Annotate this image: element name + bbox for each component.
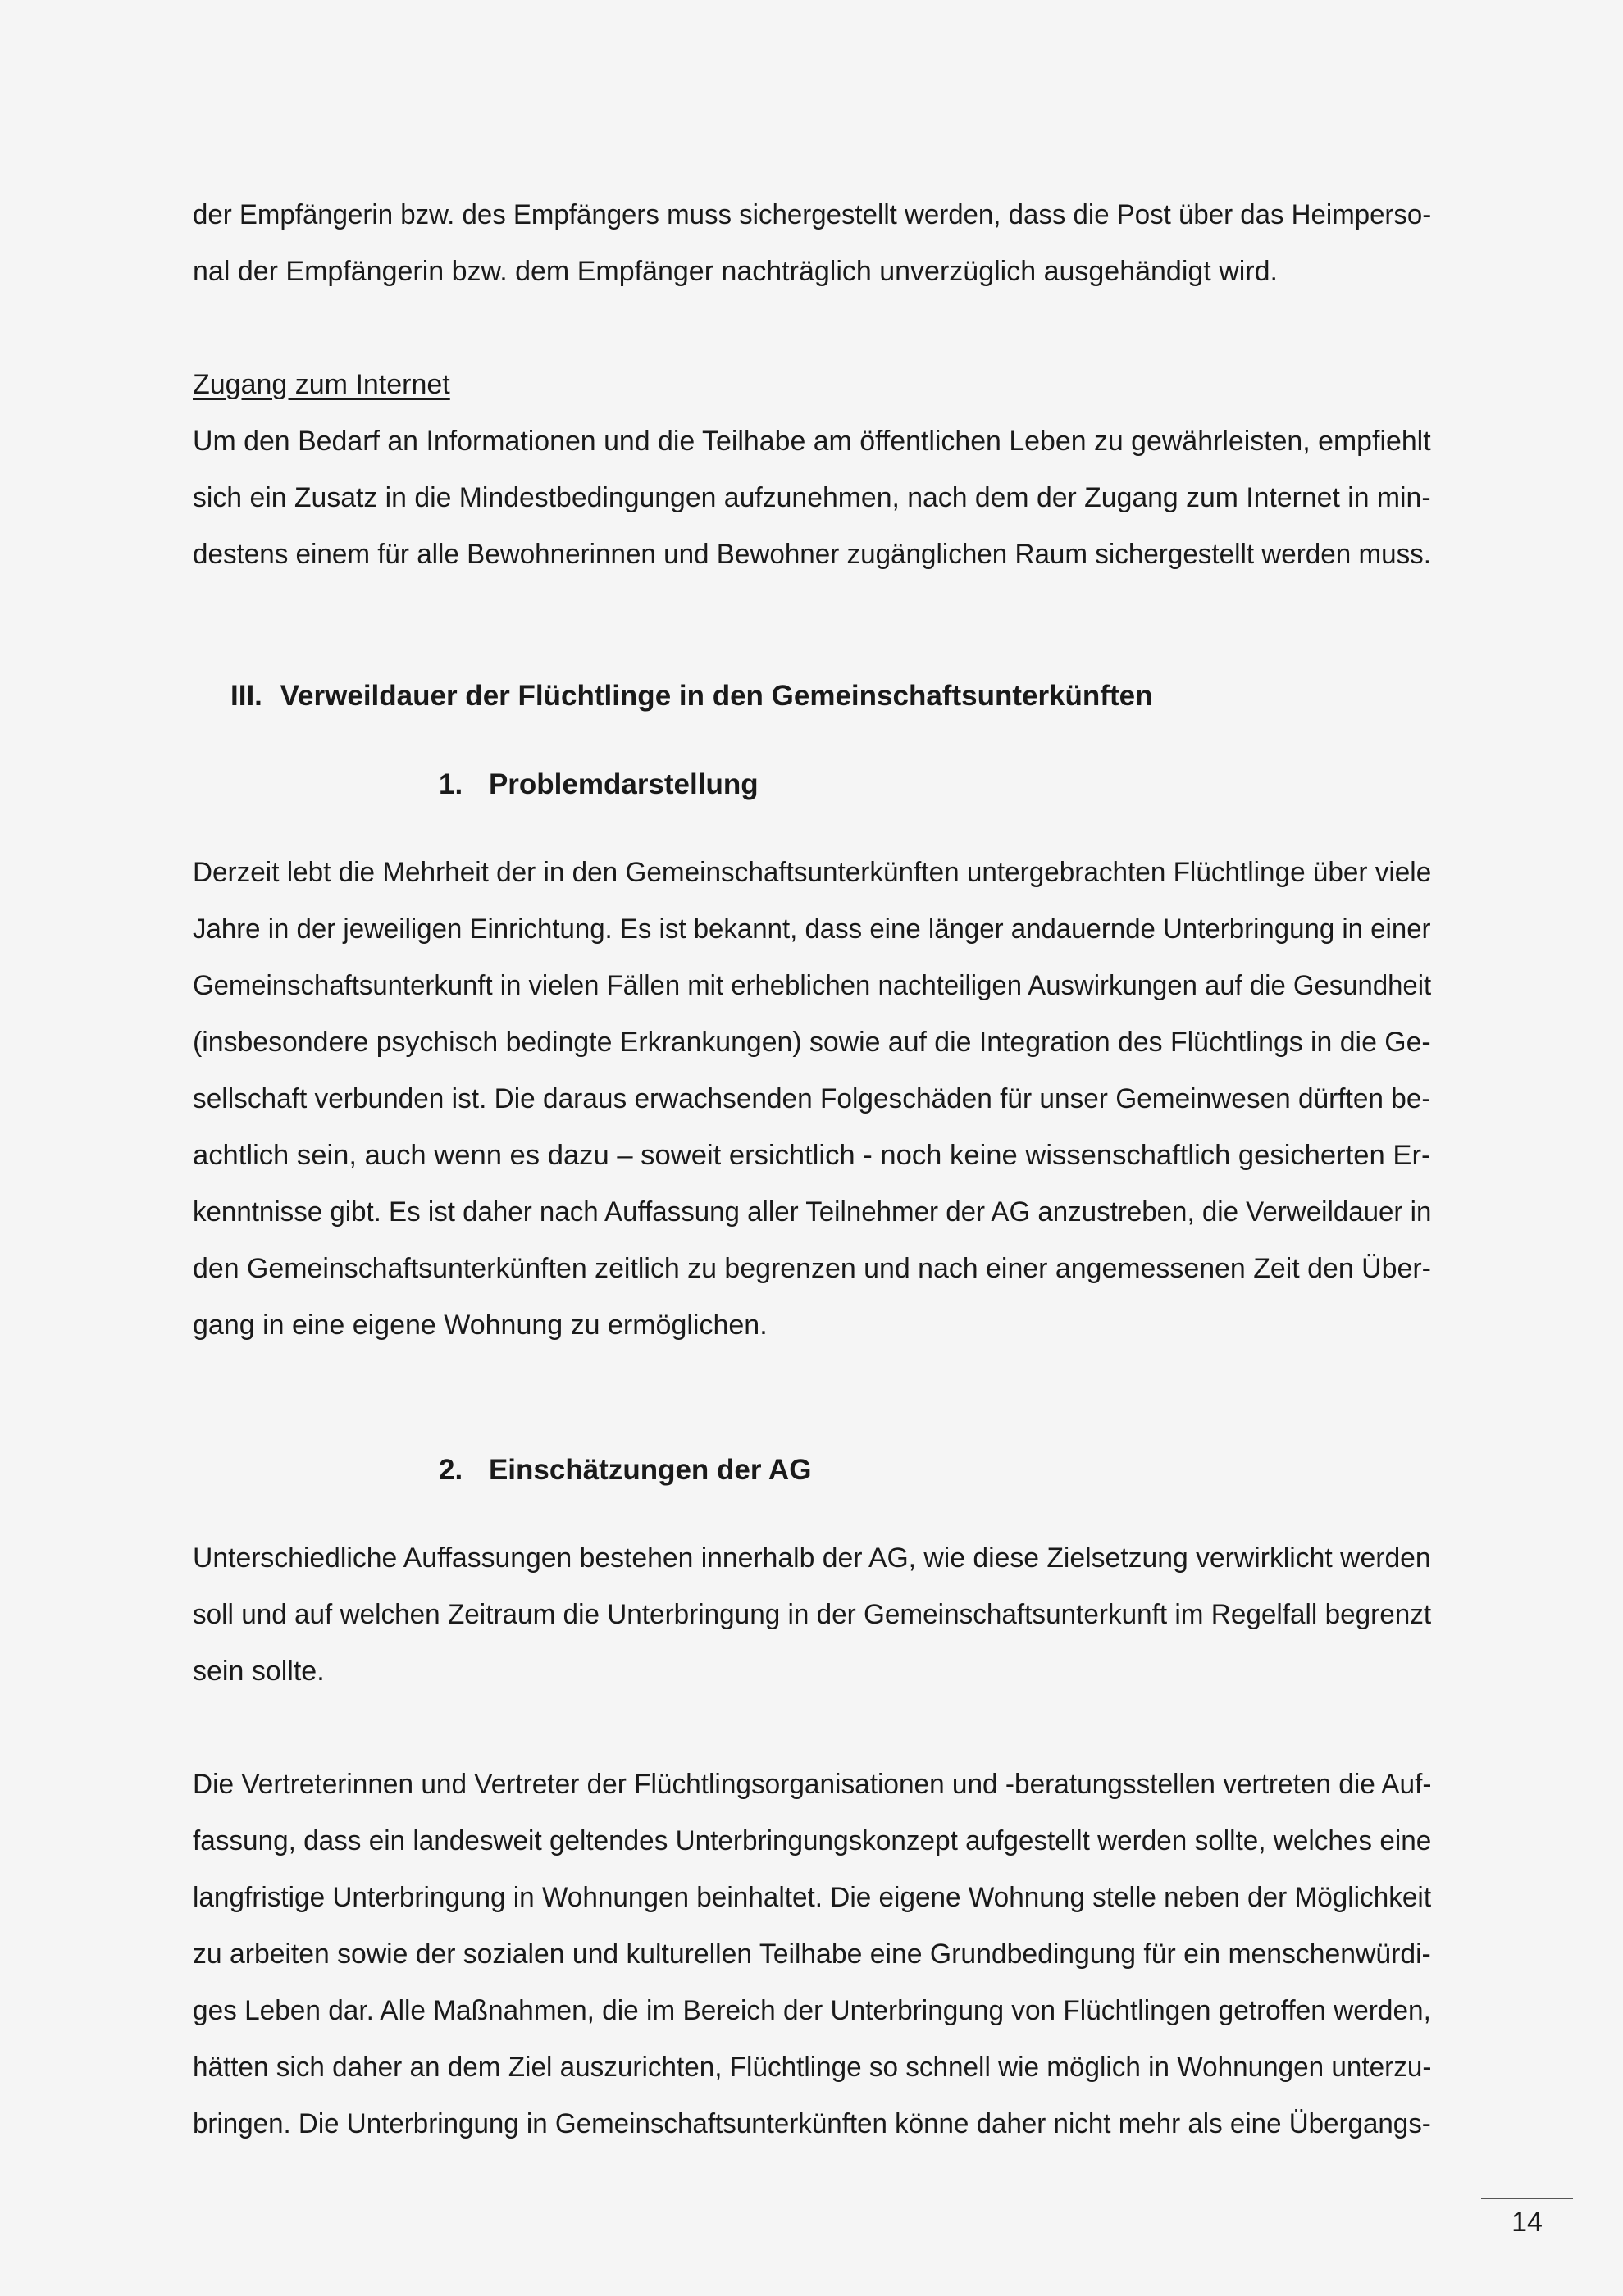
text-line: den Gemeinschaftsunterkünften zeitlich zu begrenzen und nach einer angemessenen Zeit den Über- (193, 1253, 1431, 1284)
subsection-heading-1 (439, 756, 759, 813)
text-line: sich ein Zusatz in die Mindestbedingungen aufzunehmen, nach dem der Zugang zum Internet in min- (193, 482, 1431, 513)
text-line: destens einem für alle Bewohnerinnen und Bewohner zugänglichen Raum sichergestellt werden muss. (193, 539, 1432, 570)
subheading-internet: Zugang zum Internet (193, 369, 450, 400)
text-line: Die Vertreterinnen und Vertreter der Flüchtlingsorganisationen und -beratungsstellen vertreten die Auf- (193, 1769, 1432, 1800)
text-line: gang in eine eigene Wohnung zu ermöglichen. (193, 1310, 768, 1341)
text-line: (insbesondere psychisch bedingte Erkrankungen) sowie auf die Integration des Flüchtlings in die Ge- (193, 1027, 1431, 1058)
text-line: langfristige Unterbringung in Wohnungen beinhaltet. Die eigene Wohnung stelle neben der Möglichkeit (193, 1882, 1432, 1913)
section-title: Verweildauer der Flüchtlinge in den Gemeinschaftsunterkünften (280, 680, 1153, 712)
subsection-title: Einschätzungen der AG (488, 1454, 812, 1486)
page-number: 14 (1511, 2207, 1543, 2238)
text-line: Gemeinschaftsunterkunft in vielen Fällen mit erheblichen nachteiligen Auswirkungen auf die Gesundheit (193, 970, 1432, 1001)
text-line: nal der Empfängerin bzw. dem Empfänger nachträglich unverzüglich ausgehändigt wird. (193, 256, 1278, 287)
text-line: sein sollte. (193, 1656, 325, 1687)
text-line: soll und auf welchen Zeitraum die Unterbringung in der Gemeinschaftsunterkunft im Regelfall begrenzt (193, 1599, 1432, 1630)
text-line: achtlich sein, auch wenn es dazu – soweit ersichtlich - noch keine wissenschaftlich gesicherten Er- (193, 1140, 1431, 1171)
text-line: zu arbeiten sowie der sozialen und kulturellen Teilhabe eine Grundbedingung für ein menschenwürdi- (193, 1938, 1431, 1970)
subsection-number: 2. (439, 1454, 463, 1486)
text-line: Unterschiedliche Auffassungen bestehen innerhalb der AG, wie diese Zielsetzung verwirklicht werden (193, 1542, 1431, 1574)
subsection-heading-2 (439, 1442, 811, 1498)
section-heading-iii (230, 667, 1152, 724)
text-line: Derzeit lebt die Mehrheit der in den Gemeinschaftsunterkünften untergebrachten Flüchtlinge über viele (193, 857, 1432, 888)
subsection-title: Problemdarstellung (488, 768, 759, 800)
text-line: Jahre in der jeweiligen Einrichtung. Es ist bekannt, dass eine länger andauernde Unterbringung in einer (193, 913, 1431, 945)
section-number: III. (230, 680, 262, 712)
text-line: hätten sich daher an dem Ziel auszurichten, Flüchtlinge so schnell wie möglich in Wohnungen unterzu- (193, 2052, 1432, 2083)
text-line: bringen. Die Unterbringung in Gemeinschaftsunterkünften könne daher nicht mehr als eine Übergangs- (193, 2108, 1431, 2139)
text-line: ges Leben dar. Alle Maßnahmen, die im Bereich der Unterbringung von Flüchtlingen getroffen werden, (193, 1995, 1431, 2026)
text-line: der Empfängerin bzw. des Empfängers muss sichergestellt werden, dass die Post über das Heimperso- (193, 199, 1432, 230)
subsection-number: 1. (439, 768, 463, 800)
text-line: sellschaft verbunden ist. Die daraus erwachsenden Folgeschäden für unser Gemeinwesen dürften be- (193, 1083, 1431, 1114)
text-line: kenntnisse gibt. Es ist daher nach Auffassung aller Teilnehmer der AG anzustreben, die Verweildauer in (193, 1196, 1432, 1228)
text-line: Um den Bedarf an Informationen und die Teilhabe am öffentlichen Leben zu gewährleisten, empfiehlt (193, 426, 1431, 457)
footer-rule (1481, 2198, 1573, 2199)
text-line: fassung, dass ein landesweit geltendes Unterbringungskonzept aufgestellt werden sollte, welches eine (193, 1825, 1432, 1856)
